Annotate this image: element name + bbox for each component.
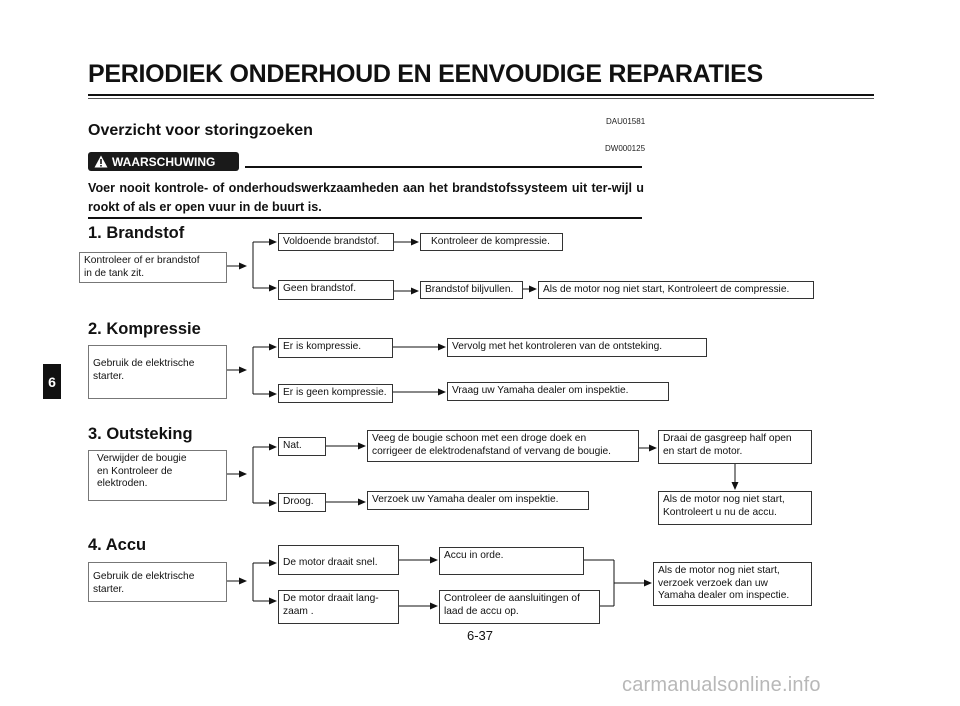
accu-fast-next-box: Accu in orde. (439, 547, 584, 575)
accu-slow-box: De motor draait lang- zaam . (278, 590, 399, 624)
page-number: 6-37 (466, 628, 494, 643)
page-header-title: PERIODIEK ONDERHOUD EN EENVOUDIGE REPARATIES (88, 60, 763, 88)
brandstof-yes-box: Voldoende brandstof. (278, 233, 394, 251)
kompressie-yes-next-box: Vervolg met het kontroleren van de ontsteking. (447, 338, 707, 357)
brandstof-no-next2-box: Als de motor nog niet start, Kontroleert de compressie. (538, 281, 814, 299)
flowchart-title-accu: 4. Accu (88, 536, 147, 554)
brandstof-no-next-box: Brandstof biljvullen. (420, 281, 523, 299)
outsteking-wet-next2-box: Draai de gasgreep half open en start de motor. (658, 430, 812, 464)
kompressie-start-box: Gebruik de elektrische starter. (88, 345, 227, 399)
chapter-tab: 6 (43, 364, 61, 399)
watermark[interactable]: carmanualsonline.info (622, 674, 821, 696)
outsteking-dry-next-box: Verzoek uw Yamaha dealer om inspektie. (367, 491, 589, 510)
warning-badge-label: WAARSCHUWING (112, 154, 216, 169)
brandstof-start-box: Kontroleer of er brandstof in de tank zit. (79, 252, 227, 283)
flowchart-title-outsteking: 3. Outsteking (88, 425, 193, 443)
accu-fast-box: De motor draait snel. (278, 545, 399, 575)
section-code: DAU01581 (606, 117, 646, 126)
warning-code: DW000125 (605, 144, 646, 153)
accu-start-box: Gebruik de elektrische starter. (88, 562, 227, 602)
flowchart-title-brandstof: 1. Brandstof (88, 224, 185, 242)
accu-final-box: Als de motor nog niet start, verzoek verzoek dan uw Yamaha dealer om inspectie. (653, 562, 812, 606)
outsteking-wet-next-box: Veeg de bougie schoon met een droge doek en corrigeer de elektrodenafstand of vervang de bougie. (367, 430, 639, 462)
outsteking-wet-box: Nat. (278, 437, 326, 456)
outsteking-start-box: Verwijder de bougie en Kontroleer de elektroden. (88, 450, 227, 501)
brandstof-no-box: Geen brandstof. (278, 280, 394, 300)
outsteking-dry-box: Droog. (278, 493, 326, 512)
flowchart-title-kompressie: 2. Kompressie (88, 320, 201, 338)
brandstof-yes-next-box: Kontroleer de kompressie. (420, 233, 563, 251)
accu-slow-next-box: Controleer de aansluitingen of laad de accu op. (439, 590, 600, 624)
kompressie-no-box: Er is geen kompressie. (278, 384, 393, 403)
warning-text: Voer nooit kontrole- of onderhoudswerkzaamheden aan het brandstofssysteem uit ter-wijl u rookt of als er open vuur in de buurt is. (88, 181, 644, 214)
kompressie-no-next-box: Vraag uw Yamaha dealer om inspektie. (447, 382, 669, 401)
outsteking-wet-next3-box: Als de motor nog niet start, Kontroleert u nu de accu. (658, 491, 812, 525)
section-title: Overzicht voor storingzoeken (88, 122, 313, 139)
kompressie-yes-box: Er is kompressie. (278, 338, 393, 358)
